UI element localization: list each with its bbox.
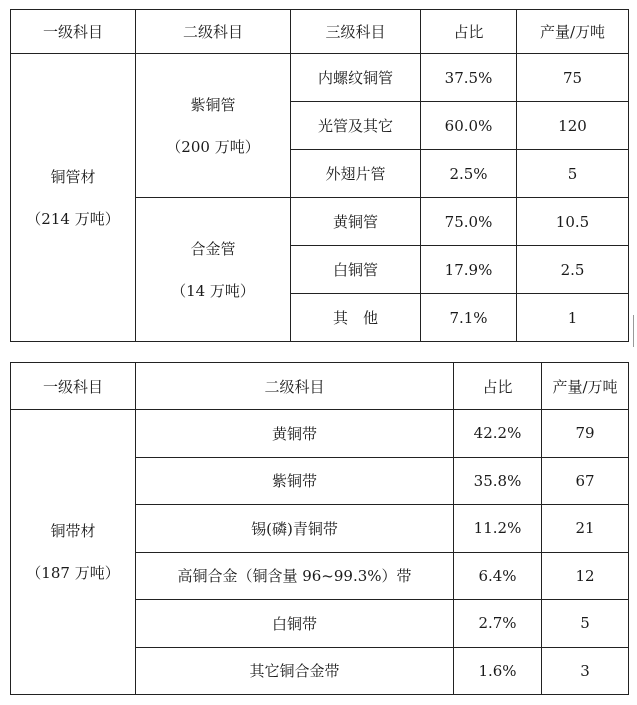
ratio-cell: 6.4% xyxy=(454,552,542,600)
header-level3: 三级科目 xyxy=(291,10,421,54)
ratio-cell: 2.5% xyxy=(421,150,517,198)
table-header-row xyxy=(11,10,629,54)
ratio-cell: 75.0% xyxy=(421,198,517,246)
header-ratio: 占比 xyxy=(454,363,542,410)
header-output: 产量/万吨 xyxy=(517,10,629,54)
output-cell: 12 xyxy=(542,552,629,600)
level2-amount: （14 万吨） xyxy=(171,281,255,300)
level3-name: 光管及其它 xyxy=(291,102,421,150)
header-ratio: 占比 xyxy=(421,10,517,54)
output-cell: 75 xyxy=(517,54,629,102)
output-cell: 120 xyxy=(517,102,629,150)
ratio-cell: 11.2% xyxy=(454,505,542,553)
level2-name: 锡(磷)青铜带 xyxy=(136,505,454,553)
copper-tube-table xyxy=(10,9,629,342)
page-edge-divider xyxy=(633,315,636,347)
output-cell: 2.5 xyxy=(517,246,629,294)
ratio-cell: 2.7% xyxy=(454,600,542,648)
output-cell: 67 xyxy=(542,457,629,505)
level2-amount: （200 万吨） xyxy=(166,137,260,156)
output-cell: 5 xyxy=(517,150,629,198)
header-level2: 二级科目 xyxy=(136,10,291,54)
table-header-row xyxy=(11,363,629,410)
level2-cell xyxy=(136,198,291,342)
level3-name: 其 他 xyxy=(291,294,421,342)
level1-amount: （214 万吨） xyxy=(26,209,120,228)
level3-name: 白铜管 xyxy=(291,246,421,294)
header-level2: 二级科目 xyxy=(136,363,454,410)
ratio-cell: 1.6% xyxy=(454,647,542,695)
level2-name: 紫铜管 xyxy=(190,95,236,114)
level1-cell xyxy=(11,410,136,695)
level2-name: 白铜带 xyxy=(136,600,454,648)
level1-name: 铜带材 xyxy=(50,522,96,540)
output-cell: 10.5 xyxy=(517,198,629,246)
level3-name: 黄铜管 xyxy=(291,198,421,246)
header-level1: 一级科目 xyxy=(11,363,136,410)
level3-name: 外翅片管 xyxy=(291,150,421,198)
output-cell: 1 xyxy=(517,294,629,342)
output-cell: 5 xyxy=(542,600,629,648)
level1-name: 铜管材 xyxy=(50,167,96,186)
ratio-cell: 7.1% xyxy=(421,294,517,342)
ratio-cell: 17.9% xyxy=(421,246,517,294)
level1-amount: （187 万吨） xyxy=(26,564,120,582)
output-cell: 3 xyxy=(542,647,629,695)
level2-cell xyxy=(136,54,291,198)
level2-name: 黄铜带 xyxy=(136,410,454,458)
output-cell: 21 xyxy=(542,505,629,553)
ratio-cell: 42.2% xyxy=(454,410,542,458)
output-cell: 79 xyxy=(542,410,629,458)
header-output: 产量/万吨 xyxy=(542,363,629,410)
header-level1: 一级科目 xyxy=(11,10,136,54)
level2-name: 其它铜合金带 xyxy=(136,647,454,695)
copper-strip-table xyxy=(10,362,629,695)
level2-name: 紫铜带 xyxy=(136,457,454,505)
level2-name: 合金管 xyxy=(190,239,236,258)
table-row xyxy=(11,410,629,458)
level2-name: 高铜合金（铜含量 96~99.3%）带 xyxy=(136,552,454,600)
ratio-cell: 37.5% xyxy=(421,54,517,102)
level1-cell xyxy=(11,54,136,342)
ratio-cell: 60.0% xyxy=(421,102,517,150)
ratio-cell: 35.8% xyxy=(454,457,542,505)
level3-name: 内螺纹铜管 xyxy=(291,54,421,102)
table-row xyxy=(11,54,629,102)
